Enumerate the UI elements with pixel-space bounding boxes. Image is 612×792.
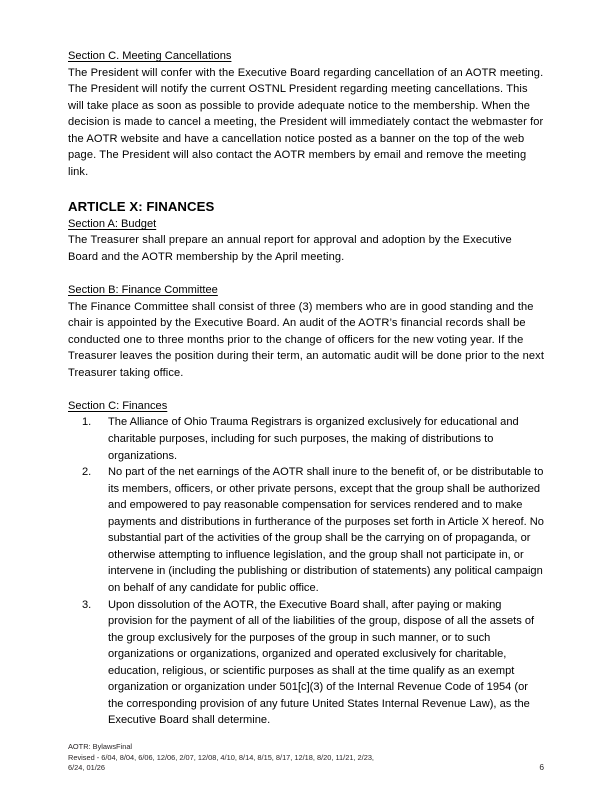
section-c-finances-heading-row bbox=[68, 398, 545, 415]
page-number: 6 bbox=[539, 762, 544, 772]
list-item bbox=[68, 597, 545, 729]
section-a-budget-heading-row bbox=[68, 216, 545, 233]
list-item-marker: 3. bbox=[82, 598, 92, 611]
article-x-title: ARTICLE X: FINANCES bbox=[68, 198, 215, 214]
section-b-finance-committee-heading-row bbox=[68, 282, 545, 299]
list-item bbox=[68, 464, 545, 596]
section-c-meeting-cancellations-heading: Section C. Meeting Cancellations bbox=[68, 50, 232, 62]
list-item-text: No part of the net earnings of the AOTR shall inure to the benefit of, or be distributable to its members, officers, or other private persons, except that the group shall be authorized and empowered to pay reasonable compensation for services rendered and to make payments and distributions in furtherance of the purposes set forth in Article X hereof. No substantial part of the activities of the group shall be the carrying on of propaganda, or otherwise attempting to influence legislation, and the group shall not participate in, or intervene in (including the publishing or distribution of statements) any political campaign on behalf of any candidate for public office. bbox=[108, 466, 544, 594]
section-c-finances-heading: Section C: Finances bbox=[68, 399, 168, 412]
spacer-before-section-b bbox=[68, 266, 545, 283]
section-a-budget-body: The Treasurer shall prepare an annual report for approval and adoption by the Executive Board and the AOTR membership by the April meeting. bbox=[68, 234, 512, 264]
list-item bbox=[68, 414, 545, 464]
footer-revision-dates-line-2: 6/24, 01/26 bbox=[68, 763, 105, 773]
section-b-finance-committee-heading: Section B: Finance Committee bbox=[68, 284, 218, 297]
list-item-marker: 1. bbox=[82, 416, 92, 429]
section-b-finance-committee-body: The Finance Committee shall consist of three (3) members who are in good standing and the chair is appointed by the Executive Board. An audit of the AOTR’s financial records shall be conducted one to three months prior to the change of officers for the new voting year. If the Treasurer leaves the position during their term, an automatic audit will be done prior to the next Treasurer taking office. bbox=[68, 300, 545, 379]
section-c-meeting-cancellations-body: The President will confer with the Executive Board regarding cancellation of an AOTR meeting. The President will notify the current OSTNL President regarding meeting cancellations. This will take place as soon as possible to provide adequate notice to the membership. When the decision is made to cancel a meeting, the President will immediately contact the webmaster for the AOTR website and have a cancellation notice posted as a banner on the top of the web page. The President will also contact the AOTR members by email and remove the meeting link. bbox=[68, 66, 544, 178]
footer-document-name: AOTR: BylawsFinal bbox=[68, 742, 133, 751]
section-c-finances-list bbox=[68, 414, 545, 728]
page-footer bbox=[68, 742, 545, 774]
footer-revision-dates-line-1: Revised - 6/04, 8/04, 6/06, 12/06, 2/07, 12/08, 4/10, 8/14, 8/15, 8/17, 12/18, 8/20, 11/21, 2/23, bbox=[68, 752, 374, 762]
list-item-text: The Alliance of Ohio Trauma Registrars is organized exclusively for educational and charitable purposes, including for such purposes, the making of distributions to organizations. bbox=[108, 416, 519, 462]
list-item-text: Upon dissolution of the AOTR, the Executive Board shall, after paying or making provision for the payment of all of the liabilities of the group, dispose of all the assets of the group exclusively for the purposes of the group in such manner, or to such organizations or organizations, organized and operated exclusively for charitable, education, religious, or scientific purposes as shall at the time qualify as an exempt organization or organization under 501[c](3) of the Internal Revenue Code of 1954 (or the corresponding provision of any future United States Internal Revenue Law), as the Executive Board shall determine. bbox=[108, 598, 535, 727]
section-c-meeting-cancellations-heading-row bbox=[68, 48, 545, 65]
list-item-marker: 2. bbox=[82, 466, 92, 479]
spacer-before-section-c-finances bbox=[68, 381, 545, 398]
spacer-before-article-x bbox=[68, 180, 545, 197]
section-a-budget-heading: Section A: Budget bbox=[68, 217, 157, 230]
document-body bbox=[68, 48, 545, 729]
